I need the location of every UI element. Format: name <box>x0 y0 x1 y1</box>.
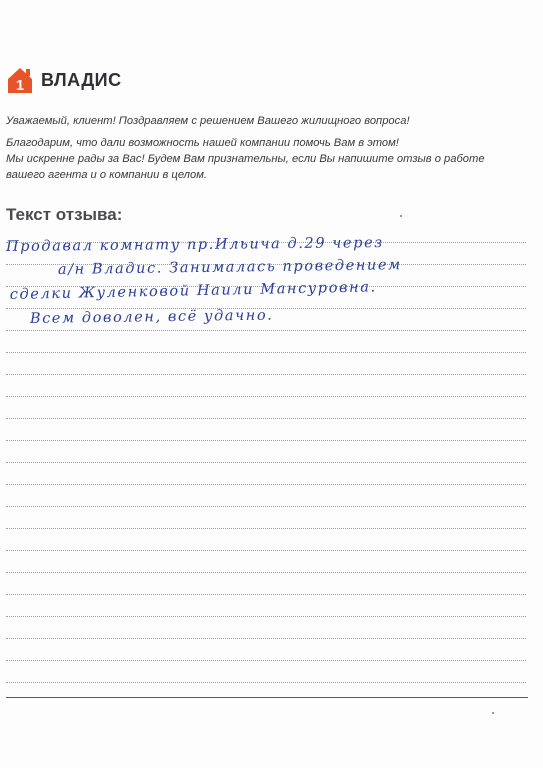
handwritten-line-3: сделки Жуленковой Наили Мансуровна. <box>9 279 377 303</box>
handwritten-line-1: Продавал комнату пр.Ильича д.29 через <box>5 235 384 255</box>
writing-line <box>6 638 526 639</box>
writing-line <box>6 462 526 463</box>
paper-speck <box>400 215 402 217</box>
writing-line <box>6 330 526 331</box>
writing-line <box>6 682 526 683</box>
writing-line <box>6 616 526 617</box>
writing-line <box>6 440 526 441</box>
writing-lines <box>6 0 526 768</box>
logo-number: 1 <box>15 77 25 94</box>
writing-line <box>6 484 526 485</box>
greeting-line: Уважаемый, клиент! Поздравляем с решением Вашего жилищного вопроса! <box>6 115 410 127</box>
writing-line <box>6 550 526 551</box>
review-heading: Текст отзыва: <box>6 205 123 224</box>
paper-speck <box>492 712 494 714</box>
writing-line <box>6 506 526 507</box>
request-line-continued: вашего агента и о компании в целом. <box>6 169 207 181</box>
bottom-rule <box>6 697 528 698</box>
brand-name: ВЛАДИС <box>41 70 122 90</box>
thanks-line: Благодарим, что дали возможность нашей компании помочь Вам в этом! <box>6 137 399 149</box>
writing-line <box>6 528 526 529</box>
writing-line <box>6 572 526 573</box>
writing-line <box>6 352 526 353</box>
writing-line <box>6 374 526 375</box>
writing-line <box>6 418 526 419</box>
handwritten-line-2: а/н Владис. Занималась проведением <box>57 257 402 278</box>
writing-line <box>6 660 526 661</box>
writing-line <box>6 396 526 397</box>
request-line: Мы искренне рады за Вас! Будем Вам признательны, если Вы напишите отзыв о работе <box>6 153 485 165</box>
handwritten-line-4: Всем доволен, всё удачно. <box>29 307 274 327</box>
writing-line <box>6 594 526 595</box>
